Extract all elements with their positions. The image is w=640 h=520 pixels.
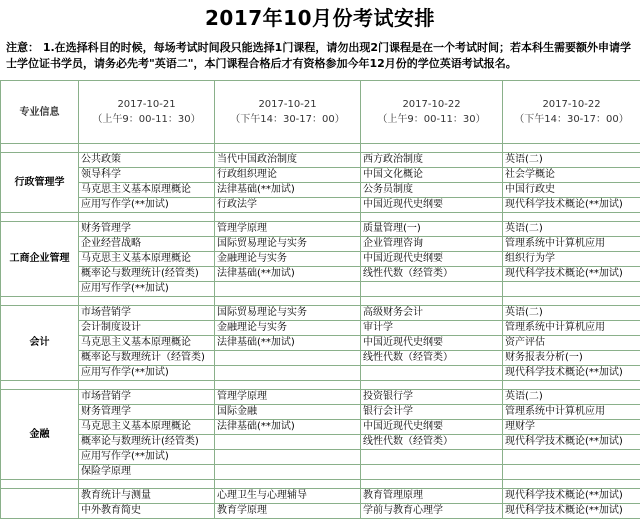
course-cell: 现代科学技术概论(**加试) <box>503 267 640 282</box>
major-info-header: 专业信息 <box>1 81 79 144</box>
spacer-cell <box>79 213 215 222</box>
session-time: （下午14：30-17：00） <box>514 114 629 125</box>
course-cell <box>215 450 361 465</box>
spacer-cell <box>215 480 361 489</box>
spacer-cell <box>79 480 215 489</box>
spacer-cell <box>215 144 361 153</box>
session-header <box>215 81 361 144</box>
session-header <box>361 81 503 144</box>
spacer-row <box>1 213 640 222</box>
course-cell: 心理卫生与心理辅导 <box>215 489 361 504</box>
spacer-cell <box>215 297 361 306</box>
major-name: 工商企业管理 <box>1 222 79 297</box>
course-cell: 应用写作学(**加试) <box>79 450 215 465</box>
course-cell: 组织行为学 <box>503 252 640 267</box>
course-cell: 法律基础(**加试) <box>215 336 361 351</box>
course-cell: 中国文化概论 <box>361 168 503 183</box>
course-row <box>1 435 640 450</box>
course-cell: 金融理论与实务 <box>215 321 361 336</box>
course-cell: 应用写作学(**加试) <box>79 366 215 381</box>
course-cell: 管理系统中计算机应用 <box>503 405 640 420</box>
course-cell: 现代科学技术概论(**加试) <box>503 504 640 519</box>
course-cell: 保险学原理 <box>79 465 215 480</box>
course-cell: 现代科学技术概论(**加试) <box>503 366 640 381</box>
course-cell <box>361 450 503 465</box>
spacer-row <box>1 144 640 153</box>
spacer-row <box>1 381 640 390</box>
session-date: 2017-10-21 <box>117 99 176 110</box>
spacer-cell <box>1 213 79 222</box>
course-cell: 国际金融 <box>215 405 361 420</box>
course-cell: 教育学原理 <box>215 504 361 519</box>
course-cell: 西方政治制度 <box>361 153 503 168</box>
course-cell <box>215 435 361 450</box>
course-row <box>1 351 640 366</box>
course-cell: 法律基础(**加试) <box>215 267 361 282</box>
course-cell <box>361 366 503 381</box>
course-row <box>1 222 640 237</box>
course-cell: 马克思主义基本原理概论 <box>79 252 215 267</box>
course-cell: 中国近现代史纲要 <box>361 420 503 435</box>
course-row <box>1 465 640 480</box>
course-cell: 银行会计学 <box>361 405 503 420</box>
course-cell: 中国近现代史纲要 <box>361 252 503 267</box>
course-cell: 企业管理咨询 <box>361 237 503 252</box>
course-row <box>1 504 640 519</box>
course-cell <box>215 282 361 297</box>
course-cell: 概率论与数理统计(经管类) <box>79 267 215 282</box>
spacer-row <box>1 480 640 489</box>
course-cell: 公务员制度 <box>361 183 503 198</box>
course-cell: 会计制度设计 <box>79 321 215 336</box>
spacer-cell <box>503 213 640 222</box>
course-cell: 企业经营战略 <box>79 237 215 252</box>
course-cell: 中国近现代史纲要 <box>361 198 503 213</box>
course-row <box>1 489 640 504</box>
course-cell <box>361 465 503 480</box>
course-cell: 管理学原理 <box>215 390 361 405</box>
spacer-row <box>1 297 640 306</box>
course-row <box>1 405 640 420</box>
major-name: 会计 <box>1 306 79 381</box>
course-cell: 金融理论与实务 <box>215 252 361 267</box>
course-cell: 马克思主义基本原理概论 <box>79 420 215 435</box>
course-cell: 国际贸易理论与实务 <box>215 237 361 252</box>
course-cell <box>215 351 361 366</box>
course-cell: 应用写作学(**加试) <box>79 198 215 213</box>
major-name: 金融 <box>1 390 79 480</box>
course-row <box>1 420 640 435</box>
spacer-cell <box>1 381 79 390</box>
spacer-cell <box>1 144 79 153</box>
spacer-cell <box>361 297 503 306</box>
course-cell: 国际贸易理论与实务 <box>215 306 361 321</box>
spacer-cell <box>79 297 215 306</box>
course-cell: 线性代数（经管类） <box>361 435 503 450</box>
header-row <box>1 81 640 144</box>
course-cell: 英语(二) <box>503 390 640 405</box>
course-row <box>1 282 640 297</box>
spacer-cell <box>503 297 640 306</box>
course-cell <box>215 465 361 480</box>
course-cell: 理财学 <box>503 420 640 435</box>
course-cell: 线性代数（经管类） <box>361 351 503 366</box>
course-cell: 中外教育简史 <box>79 504 215 519</box>
spacer-cell <box>361 381 503 390</box>
session-date: 2017-10-22 <box>542 99 601 110</box>
spacer-cell <box>1 480 79 489</box>
session-time: （上午9：00-11：30） <box>377 114 486 125</box>
course-cell: 财务管理学 <box>79 405 215 420</box>
course-cell: 教育管理原理 <box>361 489 503 504</box>
course-row <box>1 306 640 321</box>
course-cell: 法律基础(**加试) <box>215 420 361 435</box>
course-cell: 学前与教育心理学 <box>361 504 503 519</box>
course-cell <box>361 282 503 297</box>
spacer-cell <box>215 213 361 222</box>
course-cell: 公共政策 <box>79 153 215 168</box>
spacer-cell <box>79 381 215 390</box>
course-cell: 财务管理学 <box>79 222 215 237</box>
spacer-cell <box>503 480 640 489</box>
course-row <box>1 252 640 267</box>
course-cell: 行政法学 <box>215 198 361 213</box>
course-cell: 法律基础(**加试) <box>215 183 361 198</box>
spacer-cell <box>361 144 503 153</box>
course-row <box>1 450 640 465</box>
course-cell: 财务报表分析(一) <box>503 351 640 366</box>
course-row <box>1 198 640 213</box>
course-row <box>1 267 640 282</box>
course-cell: 高级财务会计 <box>361 306 503 321</box>
course-row <box>1 168 640 183</box>
spacer-cell <box>1 297 79 306</box>
major-name <box>1 489 79 519</box>
session-header <box>503 81 640 144</box>
course-cell: 审计学 <box>361 321 503 336</box>
course-cell: 管理学原理 <box>215 222 361 237</box>
course-cell: 马克思主义基本原理概论 <box>79 336 215 351</box>
course-cell: 中国近现代史纲要 <box>361 336 503 351</box>
course-row <box>1 321 640 336</box>
course-cell <box>503 465 640 480</box>
course-cell: 英语(二) <box>503 222 640 237</box>
session-time: （上午9：00-11：30） <box>92 114 201 125</box>
course-cell: 马克思主义基本原理概论 <box>79 183 215 198</box>
course-cell: 当代中国政治制度 <box>215 153 361 168</box>
spacer-cell <box>503 381 640 390</box>
spacer-cell <box>503 144 640 153</box>
course-cell: 线性代数（经管类） <box>361 267 503 282</box>
course-cell <box>503 282 640 297</box>
course-cell: 概率论与数理统计(经管类) <box>79 435 215 450</box>
course-cell: 现代科学技术概论(**加试) <box>503 489 640 504</box>
exam-schedule-table <box>0 80 640 519</box>
course-cell: 概率论与数理统计（经管类) <box>79 351 215 366</box>
course-cell: 行政组织理论 <box>215 168 361 183</box>
session-header <box>79 81 215 144</box>
course-cell: 现代科学技术概论(**加试) <box>503 435 640 450</box>
course-cell: 领导科学 <box>79 168 215 183</box>
page-title: 2017年10月份考试安排 <box>205 6 435 30</box>
course-row <box>1 237 640 252</box>
spacer-cell <box>361 213 503 222</box>
course-cell: 质量管理(一) <box>361 222 503 237</box>
course-cell <box>215 366 361 381</box>
spacer-cell <box>361 480 503 489</box>
course-row <box>1 366 640 381</box>
course-cell: 英语(二) <box>503 306 640 321</box>
course-cell: 管理系统中计算机应用 <box>503 321 640 336</box>
spacer-cell <box>79 144 215 153</box>
course-row <box>1 153 640 168</box>
course-cell: 投资银行学 <box>361 390 503 405</box>
session-time: （下午14：30-17：00） <box>230 114 345 125</box>
course-cell: 应用写作学(**加试) <box>79 282 215 297</box>
course-cell: 中国行政史 <box>503 183 640 198</box>
course-row <box>1 183 640 198</box>
course-cell <box>503 450 640 465</box>
session-date: 2017-10-22 <box>402 99 461 110</box>
course-cell: 社会学概论 <box>503 168 640 183</box>
course-cell: 管理系统中计算机应用 <box>503 237 640 252</box>
course-cell: 英语(二) <box>503 153 640 168</box>
course-cell: 现代科学技术概论(**加试) <box>503 198 640 213</box>
major-name: 行政管理学 <box>1 153 79 213</box>
session-date: 2017-10-21 <box>258 99 317 110</box>
notice-text: 注意： 1.在选择科目的时候，每场考试时间段只能选择1门课程，请勿出现2门课程是在一个考试时间；若本科生需要额外申请学士学位证书学员，请务必先考"英语二"，本门课程合格后才有资格参加今年12月份的学位英语考试报名。 <box>6 41 631 70</box>
course-cell: 市场营销学 <box>79 390 215 405</box>
course-row <box>1 390 640 405</box>
course-cell: 教育统计与测量 <box>79 489 215 504</box>
spacer-cell <box>215 381 361 390</box>
course-cell: 市场营销学 <box>79 306 215 321</box>
course-cell: 资产评估 <box>503 336 640 351</box>
course-row <box>1 336 640 351</box>
